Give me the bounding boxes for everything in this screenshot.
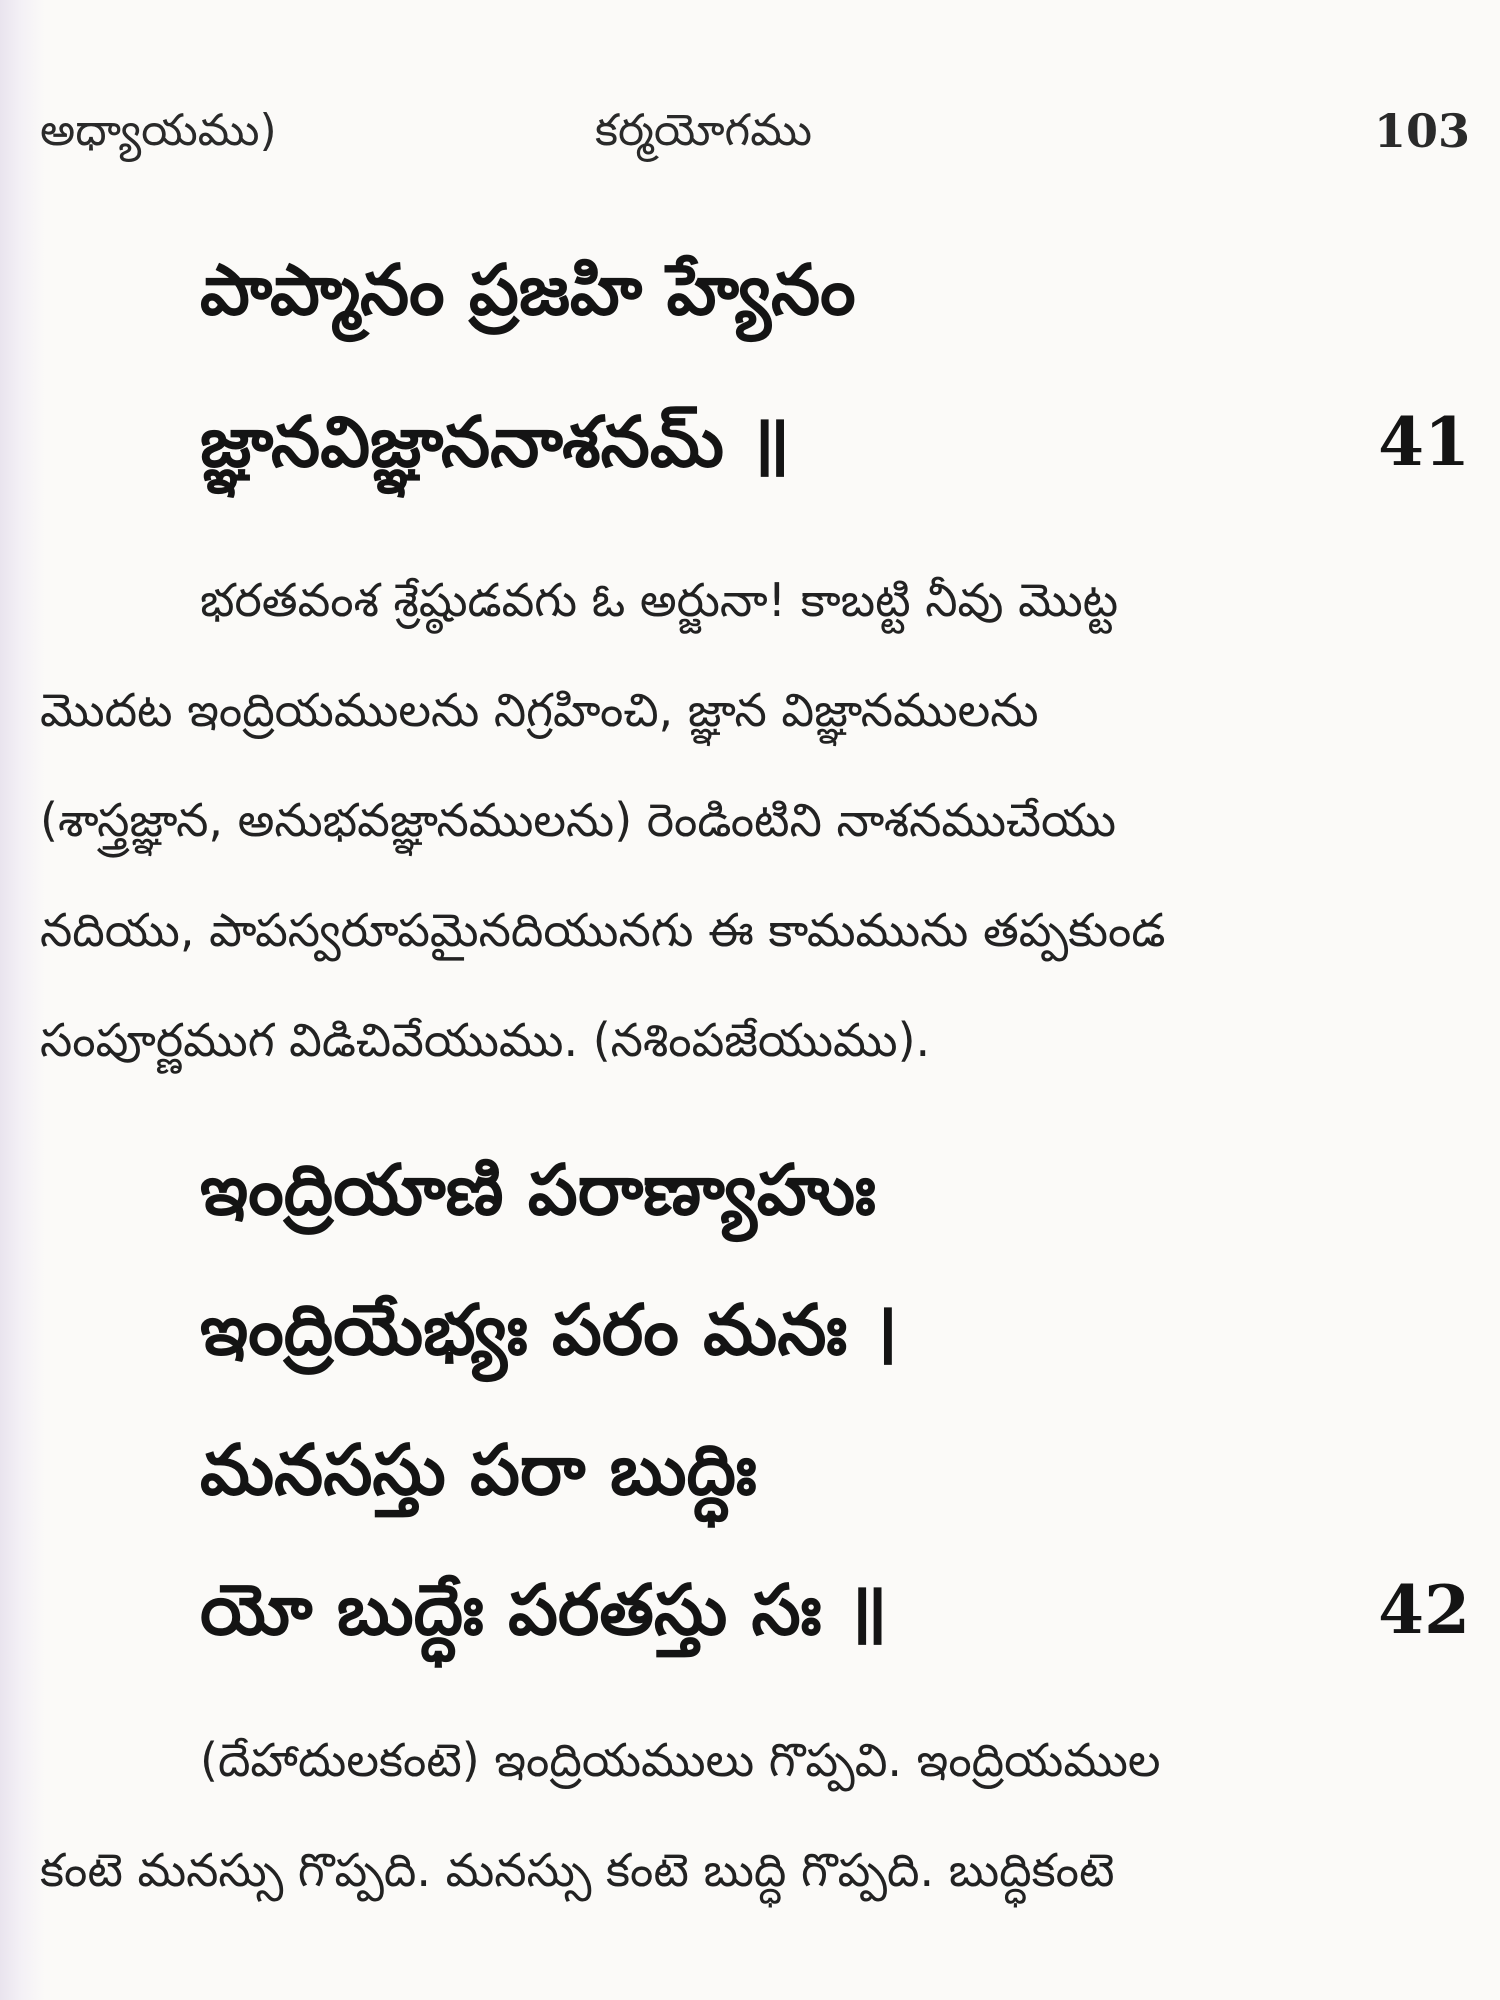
- commentary-41-line-3: (శాస్త్రజ్ఞాన, అనుభవజ్ఞానములను) రెండింటిని నాశనముచేయు: [40, 793, 1117, 847]
- page-number: 103: [1373, 104, 1470, 158]
- commentary-42-line-1: (దేహాదులకంటె) ఇంద్రియములు గొప్పవి. ఇంద్రియముల: [200, 1733, 1161, 1787]
- verse-41-line-1: పాప్మానం ప్రజహి హ్యేనం: [200, 249, 856, 331]
- commentary-42-line-2: కంటె మనస్సు గొప్పది. మనస్సు కంటె బుద్ధి గొప్పది. బుద్ధికంటె: [40, 1843, 1115, 1897]
- verse-42-line-3: మనసస్తు పరా బుద్ధిః: [200, 1429, 757, 1511]
- verse-42-line-1: ఇంద్రియాణి పరాణ్యాహుః: [200, 1149, 876, 1231]
- verse-41-number: 41: [1378, 403, 1470, 481]
- verse-42-number: 42: [1378, 1571, 1470, 1649]
- chapter-title: కర్మయోగము: [595, 105, 812, 156]
- commentary-41-line-1: భరతవంశ శ్రేష్ఠుడవగు ఓ అర్జునా! కాబట్టి నీవు మొట్ట: [200, 573, 1119, 627]
- verse-41-line-2: జ్ఞానవిజ్ఞాననాశనమ్ ॥: [200, 401, 791, 483]
- running-header: [40, 96, 1470, 166]
- chapter-label: అధ్యాయము): [40, 105, 277, 156]
- commentary-41-line-5: సంపూర్ణముగ విడిచివేయుము. (నశింపజేయుము).: [40, 1013, 931, 1067]
- commentary-41-line-2: మొదట ఇంద్రియములను నిగ్రహించి, జ్ఞాన విజ్ఞానములను: [40, 683, 1039, 737]
- verse-42-line-2: ఇంద్రియేభ్యః పరం మనః ।: [200, 1289, 898, 1371]
- verse-42-line-4: యో బుద్ధేః పరతస్తు సః ॥: [200, 1569, 888, 1651]
- commentary-41-line-4: నదియు, పాపస్వరూపమైనదియునగు ఈ కామమును తప్పకుండ: [40, 903, 1166, 957]
